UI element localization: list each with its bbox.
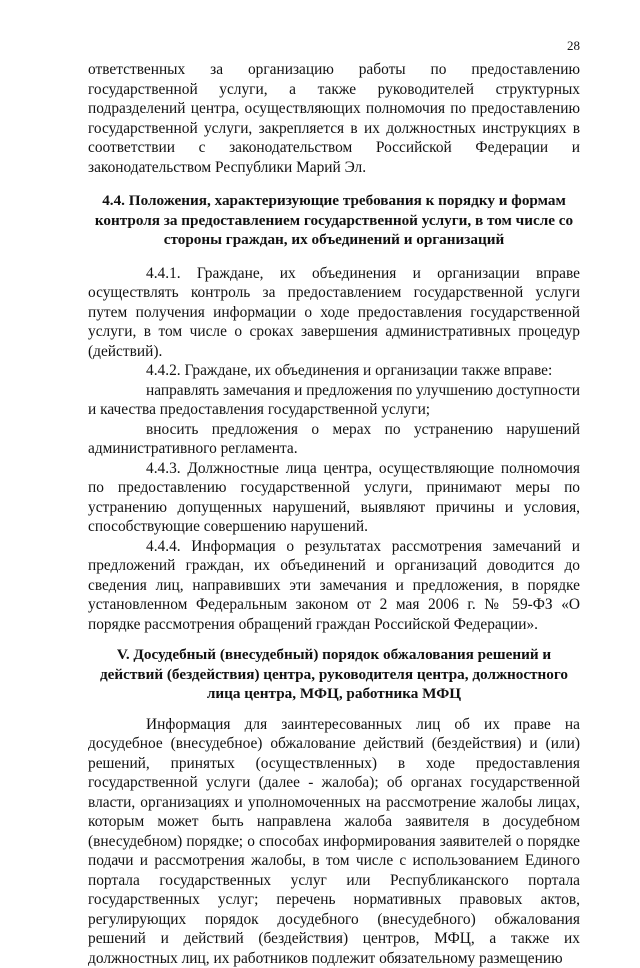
page-number: 28 [560, 38, 580, 54]
paragraph-4-4-3: 4.4.3. Должностные лица центра, осуществляющие полномочия по предоставлению государственной услуги, принимают меры по устранению допущенных нарушений, выявляют причины и условия, способствующие совершению нарушений. [88, 459, 580, 537]
paragraph-4-4-2-item-1: направлять замечания и предложения по улучшению доступности и качества предоставления государственной услуги; [88, 381, 580, 420]
section-4-4-heading: 4.4. Положения, характеризующие требования к порядку и формам контроля за предоставлением государственной услуги, в том числе со стороны граждан, их объединений и организаций [88, 191, 580, 250]
intro-paragraph: ответственных за организацию работы по предоставлению государственной услуги, а также руководителей структурных подразделений центра, осуществляющих полномочия по предоставлению государственной услуги, закрепляется в их должностных инструкциях в соответствии с законодательством Российской Федерации и законодательством Республики Марий Эл. [88, 60, 580, 177]
section-v-paragraph: Информация для заинтересованных лиц об их праве на досудебное (внесудебное) обжалование действий (бездействия) и (или) решений, принятых (осуществленных) в ходе предоставления государственной услуги (далее - жалоба); об органах государственной власти, организациях и уполномоченных на рассмотрение жалобы лицах, которым может быть направлена жалоба заявителя в досудебном (внесудебном) порядке; о способах информирования заявителей о порядке подачи и рассмотрения жалобы, в том числе с использованием Единого портала государственных услуг или Республиканского портала государственных услуг; перечень нормативных правовых актов, регулирующих порядок досудебного (внесудебного) обжалования решений и действий (бездействия) центров, МФЦ, а также их должностных лиц, их работников подлежит обязательному размещению [88, 715, 580, 968]
paragraph-4-4-4: 4.4.4. Информация о результатах рассмотрения замечаний и предложений граждан, их объединений и организаций доводится до сведения лиц, направивших эти замечания и предложения, в порядке установленном Федеральным законом от 2 мая 2006 г. № 59-ФЗ «О порядке рассмотрения обращений граждан Российской Федерации». [88, 537, 580, 635]
section-v-heading: V. Досудебный (внесудебный) порядок обжалования решений и действий (бездействия) центра, руководителя центра, должностного лица центра, МФЦ, работника МФЦ [88, 645, 580, 704]
paragraph-4-4-1: 4.4.1. Граждане, их объединения и организации вправе осуществлять контроль за предоставлением государственной услуги путем получения информации о ходе предоставления государственной услуги, в том числе о сроках завершения административных процедур (действий). [88, 264, 580, 362]
paragraph-4-4-2: 4.4.2. Граждане, их объединения и организации также вправе: [88, 361, 580, 381]
paragraph-4-4-2-item-2: вносить предложения о мерах по устранению нарушений административного регламента. [88, 420, 580, 459]
page-content [88, 60, 580, 968]
